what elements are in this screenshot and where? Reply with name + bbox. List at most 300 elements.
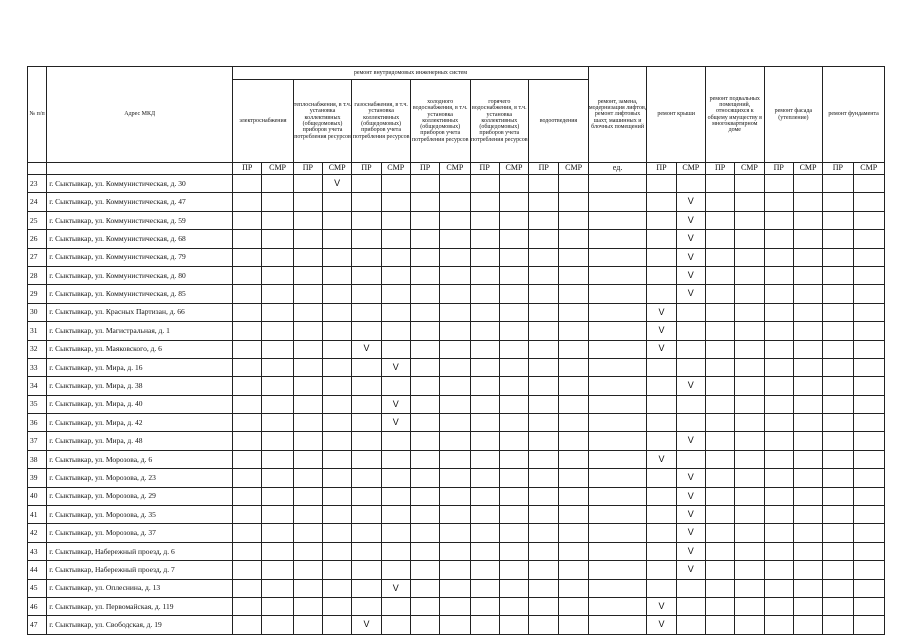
empty-cell: [381, 303, 410, 321]
row-address: г. Сыктывкар, ул. Первомайская, д. 119: [47, 597, 233, 615]
empty-cell: [233, 322, 262, 340]
empty-cell: [440, 211, 470, 229]
empty-cell: [233, 450, 262, 468]
empty-cell: [499, 211, 528, 229]
empty-cell: [323, 469, 352, 487]
empty-cell: [588, 395, 647, 413]
row-number: 40: [28, 487, 47, 505]
empty-cell: [499, 230, 528, 248]
empty-cell: [499, 469, 528, 487]
empty-cell: [499, 506, 528, 524]
empty-cell: [559, 597, 588, 615]
table-row: [28, 322, 885, 340]
empty-cell: [559, 487, 588, 505]
empty-cell: [410, 266, 439, 284]
empty-cell: [262, 561, 293, 579]
smr-label: СМР: [381, 163, 410, 175]
empty-cell: [352, 561, 381, 579]
empty-cell: [293, 524, 322, 542]
empty-cell: [352, 211, 381, 229]
row-number: 47: [28, 616, 47, 634]
table-row: [28, 616, 885, 634]
empty-cell: [676, 450, 705, 468]
pr-label: ПР: [352, 163, 381, 175]
empty-cell: [735, 597, 764, 615]
empty-cell: [233, 230, 262, 248]
empty-cell: [233, 579, 262, 597]
empty-cell: [559, 322, 588, 340]
row-number: 45: [28, 579, 47, 597]
empty-cell: [588, 211, 647, 229]
gas-header: газоснабжения, в т.ч. установка коллективных (общедомовых) приборов учета потребления ресурсов: [352, 80, 411, 163]
empty-cell: [262, 395, 293, 413]
work-mark: V: [676, 377, 705, 395]
empty-cell: [323, 285, 352, 303]
empty-cell: [499, 542, 528, 560]
empty-cell: [323, 616, 352, 634]
empty-cell: [588, 248, 647, 266]
empty-cell: [293, 506, 322, 524]
empty-cell: [470, 285, 499, 303]
empty-cell: [293, 414, 322, 432]
empty-cell: [793, 358, 822, 376]
empty-cell: [823, 230, 853, 248]
empty-cell: [323, 248, 352, 266]
empty-cell: [764, 395, 793, 413]
empty-cell: [588, 230, 647, 248]
empty-cell: [705, 340, 734, 358]
table-row: [28, 487, 885, 505]
empty-cell: [352, 377, 381, 395]
smr-label: СМР: [559, 163, 588, 175]
empty-cell: [293, 303, 322, 321]
empty-cell: [470, 377, 499, 395]
empty-cell: [293, 487, 322, 505]
work-mark: V: [676, 487, 705, 505]
empty-cell: [853, 506, 885, 524]
empty-cell: [529, 506, 559, 524]
empty-cell: [705, 211, 734, 229]
table-row: [28, 377, 885, 395]
empty-cell: [676, 358, 705, 376]
empty-cell: [499, 597, 528, 615]
empty-cell: [764, 414, 793, 432]
empty-cell: [705, 193, 734, 211]
empty-cell: [588, 487, 647, 505]
row-address: г. Сыктывкар, ул. Мира, д. 40: [47, 395, 233, 413]
empty-cell: [676, 303, 705, 321]
empty-cell: [410, 469, 439, 487]
empty-cell: [588, 340, 647, 358]
empty-cell: [410, 322, 439, 340]
empty-cell: [823, 266, 853, 284]
empty-cell: [529, 469, 559, 487]
empty-cell: [352, 248, 381, 266]
empty-cell: [676, 597, 705, 615]
empty-cell: [499, 395, 528, 413]
table-row: [28, 230, 885, 248]
empty-cell: [440, 395, 470, 413]
empty-cell: [647, 193, 676, 211]
empty-cell: [499, 358, 528, 376]
empty-cell: [853, 414, 885, 432]
empty-cell: [705, 579, 734, 597]
empty-cell: [793, 542, 822, 560]
empty-cell: [647, 211, 676, 229]
empty-cell: [705, 597, 734, 615]
row-address: г. Сыктывкар, ул. Коммунистическая, д. 85: [47, 285, 233, 303]
empty-cell: [647, 230, 676, 248]
empty-cell: [735, 266, 764, 284]
empty-cell: [823, 524, 853, 542]
empty-cell: [470, 414, 499, 432]
empty-cell: [735, 506, 764, 524]
empty-cell: [588, 322, 647, 340]
empty-cell: [381, 340, 410, 358]
empty-cell: [559, 211, 588, 229]
empty-cell: [233, 487, 262, 505]
empty-cell: [559, 414, 588, 432]
empty-cell: [381, 432, 410, 450]
empty-cell: [499, 175, 528, 193]
empty-cell: [559, 377, 588, 395]
work-mark: V: [647, 322, 676, 340]
empty-cell: [559, 579, 588, 597]
empty-cell: [440, 597, 470, 615]
pr-label: ПР: [823, 163, 853, 175]
empty-cell: [233, 561, 262, 579]
empty-cell: [293, 432, 322, 450]
empty-cell: [233, 193, 262, 211]
row-address: г. Сыктывкар, ул. Коммунистическая, д. 30: [47, 175, 233, 193]
empty-cell: [440, 193, 470, 211]
empty-cell: [323, 322, 352, 340]
row-number: 35: [28, 395, 47, 413]
empty-cell: [529, 193, 559, 211]
empty-cell: [764, 506, 793, 524]
row-address: г. Сыктывкар, ул. Морозова, д. 29: [47, 487, 233, 505]
empty-cell: [499, 616, 528, 634]
empty-cell: [529, 175, 559, 193]
empty-cell: [499, 303, 528, 321]
empty-cell: [764, 616, 793, 634]
empty-cell: [676, 322, 705, 340]
empty-cell: [793, 175, 822, 193]
row-address: г. Сыктывкар, ул. Маяковского, д. 6: [47, 340, 233, 358]
table-row: [28, 561, 885, 579]
empty-cell: [262, 248, 293, 266]
empty-cell: [352, 450, 381, 468]
empty-cell: [705, 303, 734, 321]
empty-cell: [293, 579, 322, 597]
empty-cell: [262, 340, 293, 358]
empty-cell: [588, 432, 647, 450]
empty-cell: [470, 358, 499, 376]
empty-cell: [323, 266, 352, 284]
empty-cell: [529, 322, 559, 340]
empty-cell: [793, 469, 822, 487]
empty-cell: [233, 414, 262, 432]
empty-cell: [823, 579, 853, 597]
empty-cell: [293, 230, 322, 248]
empty-cell: [705, 469, 734, 487]
empty-cell: [705, 487, 734, 505]
empty-cell: [823, 248, 853, 266]
empty-cell: [323, 395, 352, 413]
empty-cell: [793, 597, 822, 615]
work-mark: V: [323, 175, 352, 193]
smr-label: СМР: [793, 163, 822, 175]
work-mark: V: [676, 266, 705, 284]
empty-cell: [793, 230, 822, 248]
empty-cell: [293, 358, 322, 376]
empty-cell: [823, 340, 853, 358]
empty-cell: [381, 561, 410, 579]
empty-cell: [440, 487, 470, 505]
empty-cell: [588, 469, 647, 487]
empty-cell: [410, 414, 439, 432]
work-mark: V: [676, 285, 705, 303]
empty-cell: [499, 432, 528, 450]
empty-cell: [705, 322, 734, 340]
empty-cell: [793, 395, 822, 413]
smr-label: СМР: [440, 163, 470, 175]
empty-cell: [440, 303, 470, 321]
empty-cell: [410, 285, 439, 303]
empty-cell: [410, 450, 439, 468]
empty-cell: [764, 542, 793, 560]
empty-cell: [559, 469, 588, 487]
empty-cell: [647, 487, 676, 505]
empty-cell: [823, 322, 853, 340]
empty-cell: [705, 248, 734, 266]
empty-cell: [262, 193, 293, 211]
empty-cell: [262, 175, 293, 193]
empty-cell: [764, 193, 793, 211]
empty-cell: [381, 266, 410, 284]
row-address: г. Сыктывкар, ул. Коммунистическая, д. 68: [47, 230, 233, 248]
table-row: [28, 285, 885, 303]
empty-cell: [853, 193, 885, 211]
empty-cell: [499, 579, 528, 597]
empty-cell: [470, 340, 499, 358]
empty-cell: [529, 561, 559, 579]
empty-cell: [793, 322, 822, 340]
empty-cell: [262, 616, 293, 634]
empty-cell: [293, 340, 322, 358]
row-address: г. Сыктывкар, ул. Оплеснина, д. 13: [47, 579, 233, 597]
empty-cell: [381, 597, 410, 615]
work-mark: V: [676, 193, 705, 211]
empty-cell: [323, 211, 352, 229]
empty-cell: [793, 377, 822, 395]
empty-cell: [499, 248, 528, 266]
empty-cell: [559, 193, 588, 211]
empty-cell: [764, 340, 793, 358]
row-number: 34: [28, 377, 47, 395]
empty-cell: [323, 432, 352, 450]
empty-cell: [588, 597, 647, 615]
empty-cell: [470, 579, 499, 597]
empty-cell: [735, 175, 764, 193]
empty-cell: [529, 358, 559, 376]
empty-cell: [233, 377, 262, 395]
empty-cell: [323, 414, 352, 432]
empty-cell: [233, 432, 262, 450]
empty-cell: [735, 248, 764, 266]
empty-cell: [764, 285, 793, 303]
foundation-header: ремонт фундамента: [823, 67, 885, 163]
row-address: г. Сыктывкар, ул. Красных Партизан, д. 66: [47, 303, 233, 321]
empty-cell: [262, 506, 293, 524]
pr-label: ПР: [410, 163, 439, 175]
empty-cell: [735, 193, 764, 211]
empty-cell: [705, 524, 734, 542]
empty-cell: [529, 432, 559, 450]
empty-cell: [233, 524, 262, 542]
empty-cell: [323, 450, 352, 468]
empty-cell: [853, 211, 885, 229]
empty-cell: [823, 561, 853, 579]
empty-cell: [559, 432, 588, 450]
empty-cell: [676, 414, 705, 432]
empty-cell: [764, 211, 793, 229]
empty-cell: [381, 248, 410, 266]
empty-cell: [352, 506, 381, 524]
empty-cell: [440, 469, 470, 487]
work-mark: V: [381, 358, 410, 376]
row-address: г. Сыктывкар, ул. Коммунистическая, д. 59: [47, 211, 233, 229]
heating-header: теплоснабжения, в т.ч. установка коллективных (общедомовых) приборов учета потребления ресурсов: [293, 80, 352, 163]
empty-cell: [559, 230, 588, 248]
empty-cell: [323, 358, 352, 376]
empty-cell: [293, 450, 322, 468]
empty-cell: [559, 561, 588, 579]
smr-label: СМР: [499, 163, 528, 175]
empty-cell: [323, 561, 352, 579]
table-row: [28, 395, 885, 413]
empty-cell: [381, 193, 410, 211]
empty-cell: [735, 524, 764, 542]
empty-cell: [853, 597, 885, 615]
row-address: г. Сыктывкар, ул. Морозова, д. 6: [47, 450, 233, 468]
empty-cell: [853, 561, 885, 579]
empty-cell: [410, 487, 439, 505]
empty-cell: [705, 506, 734, 524]
empty-cell: [470, 395, 499, 413]
empty-cell: [499, 524, 528, 542]
row-address: г. Сыктывкар, ул. Морозова, д. 37: [47, 524, 233, 542]
engineering-group-header: ремонт внутридомовых инженерных систем: [233, 67, 589, 80]
empty-cell: [705, 230, 734, 248]
empty-cell: [499, 487, 528, 505]
roof-header: ремонт крыши: [647, 67, 706, 163]
empty-cell: [793, 506, 822, 524]
empty-cell: [588, 414, 647, 432]
table-row: [28, 266, 885, 284]
empty-cell: [735, 616, 764, 634]
empty-cell: [764, 303, 793, 321]
empty-cell: [262, 487, 293, 505]
empty-cell: [470, 524, 499, 542]
empty-cell: [823, 506, 853, 524]
empty-cell: [588, 506, 647, 524]
empty-cell: [853, 450, 885, 468]
empty-cell: [764, 377, 793, 395]
empty-cell: [440, 414, 470, 432]
empty-cell: [735, 340, 764, 358]
empty-cell: [588, 175, 647, 193]
empty-cell: [440, 266, 470, 284]
empty-cell: [647, 579, 676, 597]
empty-cell: [823, 211, 853, 229]
empty-cell: [647, 524, 676, 542]
empty-cell: [764, 358, 793, 376]
facade-header: ремонт фасада (утепление): [764, 67, 823, 163]
empty-cell: [262, 358, 293, 376]
empty-cell: [323, 193, 352, 211]
empty-cell: [823, 377, 853, 395]
empty-cell: [470, 597, 499, 615]
empty-cell: [793, 211, 822, 229]
empty-cell: [823, 616, 853, 634]
empty-cell: [853, 358, 885, 376]
empty-cell: [470, 487, 499, 505]
empty-cell: [735, 487, 764, 505]
empty-cell: [823, 542, 853, 560]
pr-label: ПР: [233, 163, 262, 175]
empty-cell: [764, 175, 793, 193]
row-number: 30: [28, 303, 47, 321]
empty-cell: [764, 230, 793, 248]
empty-cell: [293, 597, 322, 615]
row-number: 27: [28, 248, 47, 266]
drainage-header: водоотведения: [529, 80, 589, 163]
pr-label: ПР: [293, 163, 322, 175]
empty-cell: [381, 524, 410, 542]
empty-cell: [233, 340, 262, 358]
pr-label: ПР: [529, 163, 559, 175]
empty-cell: [233, 175, 262, 193]
empty-cell: [233, 542, 262, 560]
empty-cell: [559, 175, 588, 193]
work-mark: V: [676, 561, 705, 579]
empty-cell: [853, 175, 885, 193]
empty-cell: [323, 542, 352, 560]
table-row: [28, 175, 885, 193]
empty-cell: [470, 616, 499, 634]
row-address: г. Сыктывкар, ул. Мира, д. 48: [47, 432, 233, 450]
empty-cell: [499, 561, 528, 579]
row-number: 36: [28, 414, 47, 432]
empty-cell: [381, 542, 410, 560]
empty-cell: [823, 358, 853, 376]
empty-cell: [676, 395, 705, 413]
empty-cell: [470, 469, 499, 487]
empty-cell: [470, 450, 499, 468]
empty-cell: [262, 579, 293, 597]
row-number: 41: [28, 506, 47, 524]
works-table-sheet: [27, 66, 885, 635]
empty-cell: [823, 487, 853, 505]
empty-cell: [440, 340, 470, 358]
empty-cell: [588, 524, 647, 542]
empty-cell: [735, 211, 764, 229]
empty-cell: [323, 506, 352, 524]
empty-cell: [470, 432, 499, 450]
empty-cell: [381, 377, 410, 395]
empty-cell: [440, 285, 470, 303]
